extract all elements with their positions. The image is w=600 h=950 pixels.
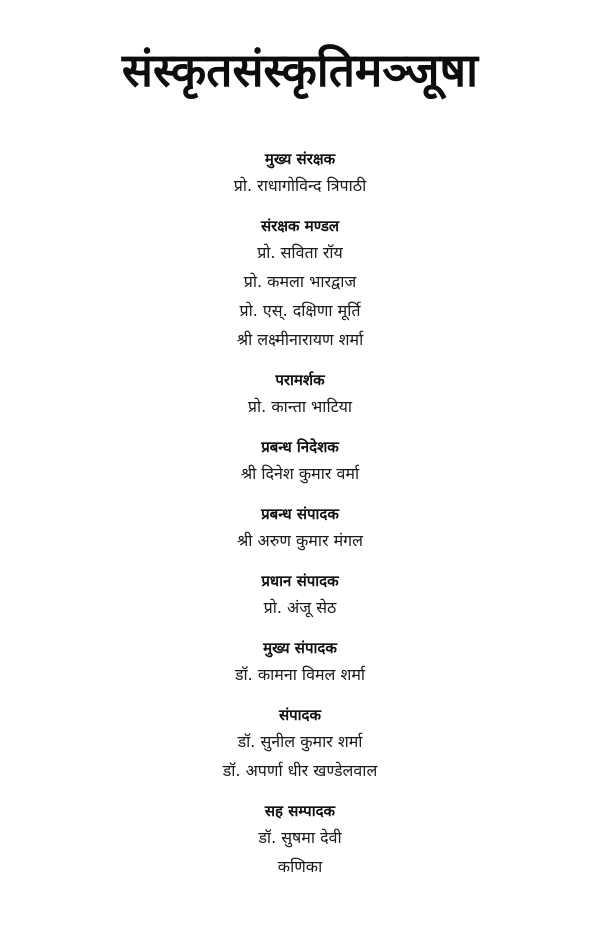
person-name: श्री दिनेश कुमार वर्मा	[240, 464, 360, 483]
role-heading: सह सम्पादक	[264, 802, 336, 820]
role-heading: प्रधान संपादक	[261, 572, 339, 590]
credit-section-patron-board	[0, 214, 600, 354]
role-heading: प्रबन्ध संपादक	[261, 505, 339, 523]
person-name: प्रो. कान्ता भाटिया	[247, 397, 353, 416]
role-heading: मुख्य संपादक	[263, 639, 337, 657]
role-heading: प्रबन्ध निदेशक	[261, 438, 339, 456]
person-name: डॉ. कामना विमल शर्मा	[234, 665, 366, 684]
credit-section-chief-editor	[0, 636, 600, 689]
person-name: कणिका	[277, 857, 323, 876]
credit-section-advisor	[0, 368, 600, 421]
person-name: श्री अरुण कुमार मंगल	[236, 531, 364, 550]
book-title: संस्कृतसंस्कृतिमञ्जूषा	[121, 43, 479, 97]
person-name: प्रो. सविता रॉय	[257, 243, 343, 262]
person-name: डॉ. सुषमा देवी	[258, 828, 342, 847]
person-name: डॉ. सुनील कुमार शर्मा	[237, 732, 363, 751]
person-name: प्रो. एस्. दक्षिणा मूर्ति	[239, 301, 361, 320]
role-heading: संरक्षक मण्डल	[260, 217, 340, 235]
credit-section-co-editors	[0, 799, 600, 881]
person-name: प्रो. अंजू सेठ	[263, 598, 337, 617]
credit-section-managing-director	[0, 435, 600, 488]
role-heading: संपादक	[278, 706, 322, 724]
credit-section-managing-editor	[0, 502, 600, 555]
credit-section-chief-patron	[0, 147, 600, 200]
person-name: प्रो. कमला भारद्वाज	[243, 272, 357, 291]
role-heading: मुख्य संरक्षक	[264, 150, 336, 168]
person-name: डॉ. अपर्णा धीर खण्डेलवाल	[222, 761, 378, 780]
role-heading: परामर्शक	[275, 371, 325, 389]
credit-section-principal-editor	[0, 569, 600, 622]
person-name: श्री लक्ष्मीनारायण शर्मा	[236, 330, 364, 349]
person-name: प्रो. राधागोविन्द त्रिपाठी	[233, 176, 367, 195]
credits-list	[0, 147, 600, 895]
credit-section-editors	[0, 703, 600, 785]
